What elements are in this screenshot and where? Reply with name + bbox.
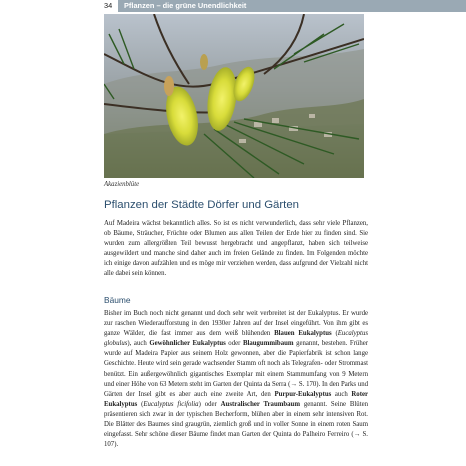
acacia-blossom-image [104,14,364,178]
photo-caption: Akazienblüte [104,181,140,188]
term-blauer-eukalyptus: Blauen Eukalyptus [274,330,332,338]
section-title: Pflanzen der Städte Dörfer und Gärten [104,199,300,211]
page-number: 34 [104,1,113,10]
running-title: Pflanzen – die grüne Unendlichkeit [124,1,247,10]
running-header [104,0,466,12]
intro-text: Auf Madeira wächst bekanntlich alles. So ist es nicht verwunderlich, dass sehr viele Pflanzen, ob Bäume, Sträucher, Früchte oder Blumen aus allen Teilen der Erde hier zu finden sind. Sie wurden zum allergrößten Teil bewusst hergebracht und angepflanzt, haben sich teilweise ausgewildert und manche sind daher auch im freien Gelände zu finden. Im Folgenden möchte ich einige davon aufzählen und es möge mir verziehen werden, dass aufgrund der Vielzahl nicht alle dabei sein können. [104,220,368,278]
baeume-paragraph [104,309,368,450]
term-purpur-eukalyptus: Purpur-Eukalyptus [274,390,332,398]
running-title-bar [118,0,466,12]
term-gewoehnlicher-eukalyptus: Gewöhnlicher Eukalyptus [149,340,226,348]
term-australischer-traumbaum: Australischer Traumbaum [220,400,301,408]
intro-paragraph [104,219,368,280]
baeume-text: Bisher im Buch noch nicht genannt und doch sehr weit verbreitet ist der Eukalyptus. Er wurde zur raschen Wiederaufforstung in den 1930er Jahren auf der Insel eingeführt. Von ihm gibt es ganze Wälder, die fast immer aus dem weiß blühenden Blauen Eukalyptus (Eucalyptus globulus), auch Gewöhnlicher Eukalyptus oder Blaugummibaum genannt, bestehen. Früher wurde auf Madeira Papier aus seinem Holz gewonnen, aber die Papierfabrik ist schon lange Geschichte. Heute wird sein gerade wachsender Stamm oft noch als Telegrafen- oder Strommast benützt. Ein außergewöhnlich gigantisches Exemplar mit einem Stammumfang von 9 Metern und einer Höhe von 63 Metern steht im Garten der Quinta da Serra (→ S. 170). In den Parks und Gärten der Insel gibt es aber auch eine zweite Art, den Purpur-Eukalyptus auch Roter Eukalyptus (Eucalyptus ficifolia) oder Australischer Traumbaum genannt. Seine Blüten präsentieren sich zwar in der typischen Becherform, blühen aber in einem sehr intensiven Rot. Die Blätter des Baumes sind graugrün, ziemlich groß und in voller Sonne in einem roten Saum eingefasst. Sehr schöne dieser Bäume findet man Garten der Quinta do Palheiro Ferreiro (→ S. 107). [104,310,369,449]
term-blaugummibaum: Blaugummibaum [242,340,294,348]
latin-eucalyptus-ficifolia: Eucalyptus ficifolia [143,400,199,408]
latin-eucalyptus-globulus: Eucalyptus globulus [104,330,368,348]
term-roter-eukalyptus: Roter Eukalyptus [104,390,368,408]
acacia-photo [104,14,364,178]
subsection-title: Bäume [104,295,131,305]
